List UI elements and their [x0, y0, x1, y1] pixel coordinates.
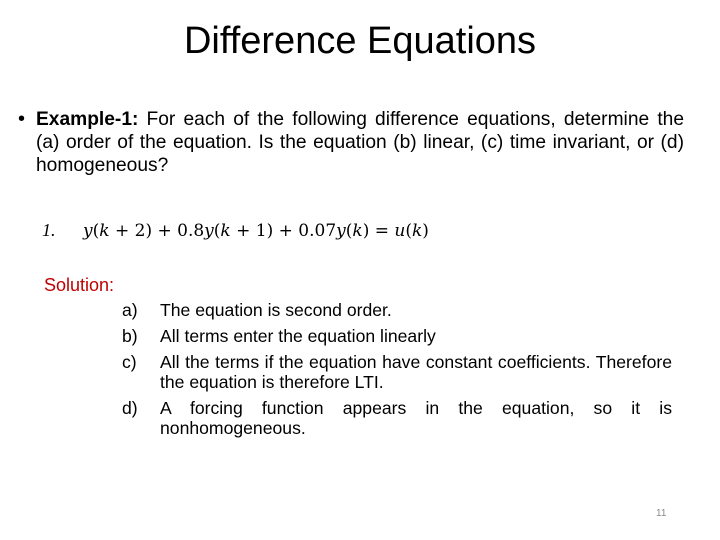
eq-part: y	[336, 221, 346, 241]
eq-part: (	[405, 221, 412, 241]
example-label: Example-1:	[36, 109, 139, 130]
eq-part: y	[204, 221, 214, 241]
eq-part: + 2) + 0.8	[109, 221, 205, 241]
eq-part: k	[220, 221, 231, 241]
eq-part: ) =	[362, 221, 395, 241]
eq-part: + 1) + 0.07	[230, 221, 337, 241]
eq-part: (	[213, 221, 221, 241]
eq-part: k	[99, 221, 110, 241]
answer-text: A forcing function appears in the equation, so it is nonhomogeneous.	[160, 398, 672, 438]
answer-list	[122, 300, 672, 444]
problem-text	[36, 108, 684, 177]
eq-part: y	[83, 221, 93, 241]
example-text: For each of the following difference equations, determine the (a) order of the equation. Is the equation (b) linear, (c) time invariant, or (d) homogeneous?	[36, 109, 684, 176]
eq-part: )	[422, 221, 429, 241]
solution-heading: Solution:	[44, 275, 115, 295]
answer-marker: a)	[122, 300, 138, 320]
answer-text: All the terms if the equation have constant coefficients. Therefore the equation is therefore LTI.	[160, 352, 672, 392]
answer-item	[122, 352, 672, 392]
answer-marker: b)	[122, 326, 138, 346]
eq-part: u	[394, 221, 406, 241]
eq-part: (	[345, 221, 353, 241]
eq-part: (	[92, 221, 100, 241]
answer-item	[122, 398, 672, 438]
equation-row	[42, 218, 429, 243]
answer-text: All terms enter the equation linearly	[160, 326, 436, 346]
page-number: 11	[656, 508, 667, 519]
answer-text: The equation is second order.	[160, 300, 392, 320]
answer-item	[122, 326, 672, 346]
equation	[83, 221, 429, 241]
answer-marker: d)	[122, 398, 138, 418]
slide-title: Difference Equations	[183, 20, 537, 62]
answer-marker: c)	[122, 352, 137, 372]
eq-part: k	[352, 221, 363, 241]
eq-part: k	[411, 221, 423, 241]
bullet-icon: •	[18, 108, 26, 130]
answer-item	[122, 300, 672, 320]
equation-number: 1.	[42, 220, 56, 240]
